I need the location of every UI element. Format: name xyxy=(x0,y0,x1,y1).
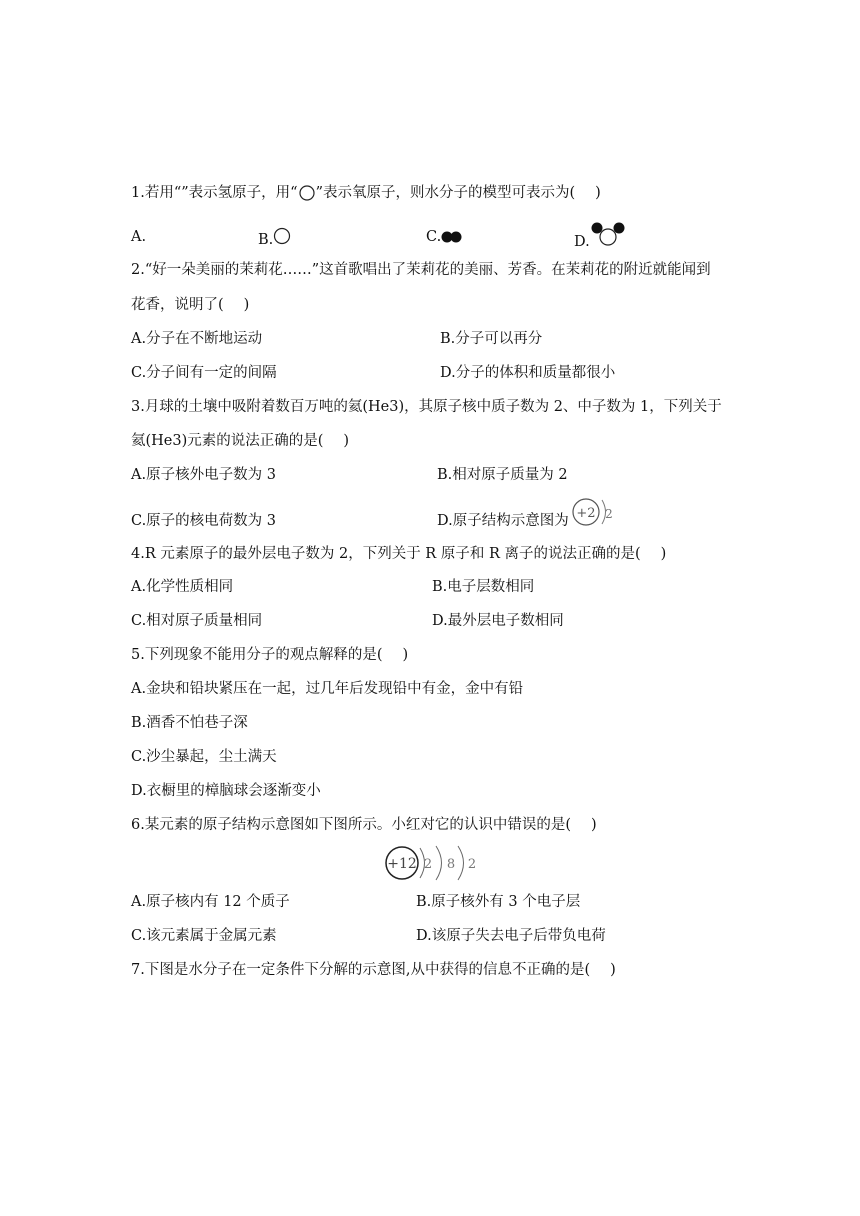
magnesium-nucleus-charge: +12 xyxy=(387,856,417,872)
q1-option-b: B. xyxy=(258,227,291,249)
q2-option-d: D.分子的体积和质量都很小 xyxy=(440,365,616,381)
q2-option-b: B.分子可以再分 xyxy=(440,331,543,347)
q5-option-d: D.衣橱里的樟脑球会逐渐变小 xyxy=(131,783,321,799)
helium-shell-1-electrons: 2 xyxy=(605,507,613,521)
q5-option-a: A.金块和铅块紧压在一起，过几年后发现铅中有金，金中有铅 xyxy=(131,681,524,697)
q3-stem-line1: 3.月球的土壤中吸附着数百万吨的氦(He3)，其原子核中质子数为 2、中子数为 1，下列关于 xyxy=(131,399,722,415)
q5-option-c: C.沙尘暴起，尘土满天 xyxy=(131,749,277,765)
q2-option-a: A.分子在不断地运动 xyxy=(131,331,263,347)
magnesium-shell-2-electrons: 8 xyxy=(446,857,456,872)
q2-option-c: C.分子间有一定的间隔 xyxy=(131,365,277,381)
magnesium-shell-1-electrons: 2 xyxy=(423,857,433,872)
q6-option-d: D.该原子失去电子后带负电荷 xyxy=(416,928,606,944)
q2-stem-line2: 花香，说明了( ) xyxy=(131,297,250,313)
q3-option-b: B.相对原子质量为 2 xyxy=(437,467,568,483)
oxygen-atom-icon xyxy=(298,185,316,201)
q4-option-d: D.最外层电子数相同 xyxy=(432,613,564,629)
q4-option-a: A.化学性质相同 xyxy=(131,579,234,595)
q3-option-c: C.原子的核电荷数为 3 xyxy=(131,513,277,529)
water-molecule-icon xyxy=(590,222,626,248)
helium-atom-structure-diagram xyxy=(571,497,617,531)
q1-option-c: C. xyxy=(426,228,463,246)
magnesium-atom-structure-diagram xyxy=(384,843,480,883)
q5-stem: 5.下列现象不能用分子的观点解释的是( ) xyxy=(131,647,409,663)
q7-stem: 7.下图是水分子在一定条件下分解的示意图,从中获得的信息不正确的是( ) xyxy=(131,962,616,978)
q1-stem: 1.若用“”表示氢原子，用“ ”表示氧原子，则水分子的模型可表示为( ) xyxy=(131,185,601,201)
q6-option-c: C.该元素属于金属元素 xyxy=(131,928,277,944)
q3-stem-line2: 氦(He3)元素的说法正确的是( ) xyxy=(131,433,350,449)
q6-option-a: A.原子核内有 12 个质子 xyxy=(131,894,290,910)
q3-option-a: A.原子核外电子数为 3 xyxy=(131,467,276,483)
magnesium-shell-3-electrons: 2 xyxy=(467,857,477,872)
q3-option-d: D.原子结构示意图为 xyxy=(437,513,569,529)
hydrogen-pair-icon xyxy=(441,230,463,244)
q1-option-a: A. xyxy=(131,229,147,245)
q1-option-d: D. xyxy=(574,222,626,248)
q4-option-c: C.相对原子质量相同 xyxy=(131,613,263,629)
q6-option-b: B.原子核外有 3 个电子层 xyxy=(416,894,581,910)
helium-nucleus-charge: +2 xyxy=(576,506,596,521)
oxygen-atom-icon xyxy=(273,227,291,245)
q4-option-b: B.电子层数相同 xyxy=(432,579,535,595)
q6-stem: 6.某元素的原子结构示意图如下图所示。小红对它的认识中错误的是( ) xyxy=(131,817,597,833)
q5-option-b: B.酒香不怕巷子深 xyxy=(131,715,248,731)
q4-stem: 4.R 元素原子的最外层电子数为 2，下列关于 R 原子和 R 离子的说法正确的是( ) xyxy=(131,546,667,562)
q2-stem-line1: 2.“好一朵美丽的茉莉花……”这首歌唱出了茉莉花的美丽、芳香。在茉莉花的附近就能闻到 xyxy=(131,262,711,278)
